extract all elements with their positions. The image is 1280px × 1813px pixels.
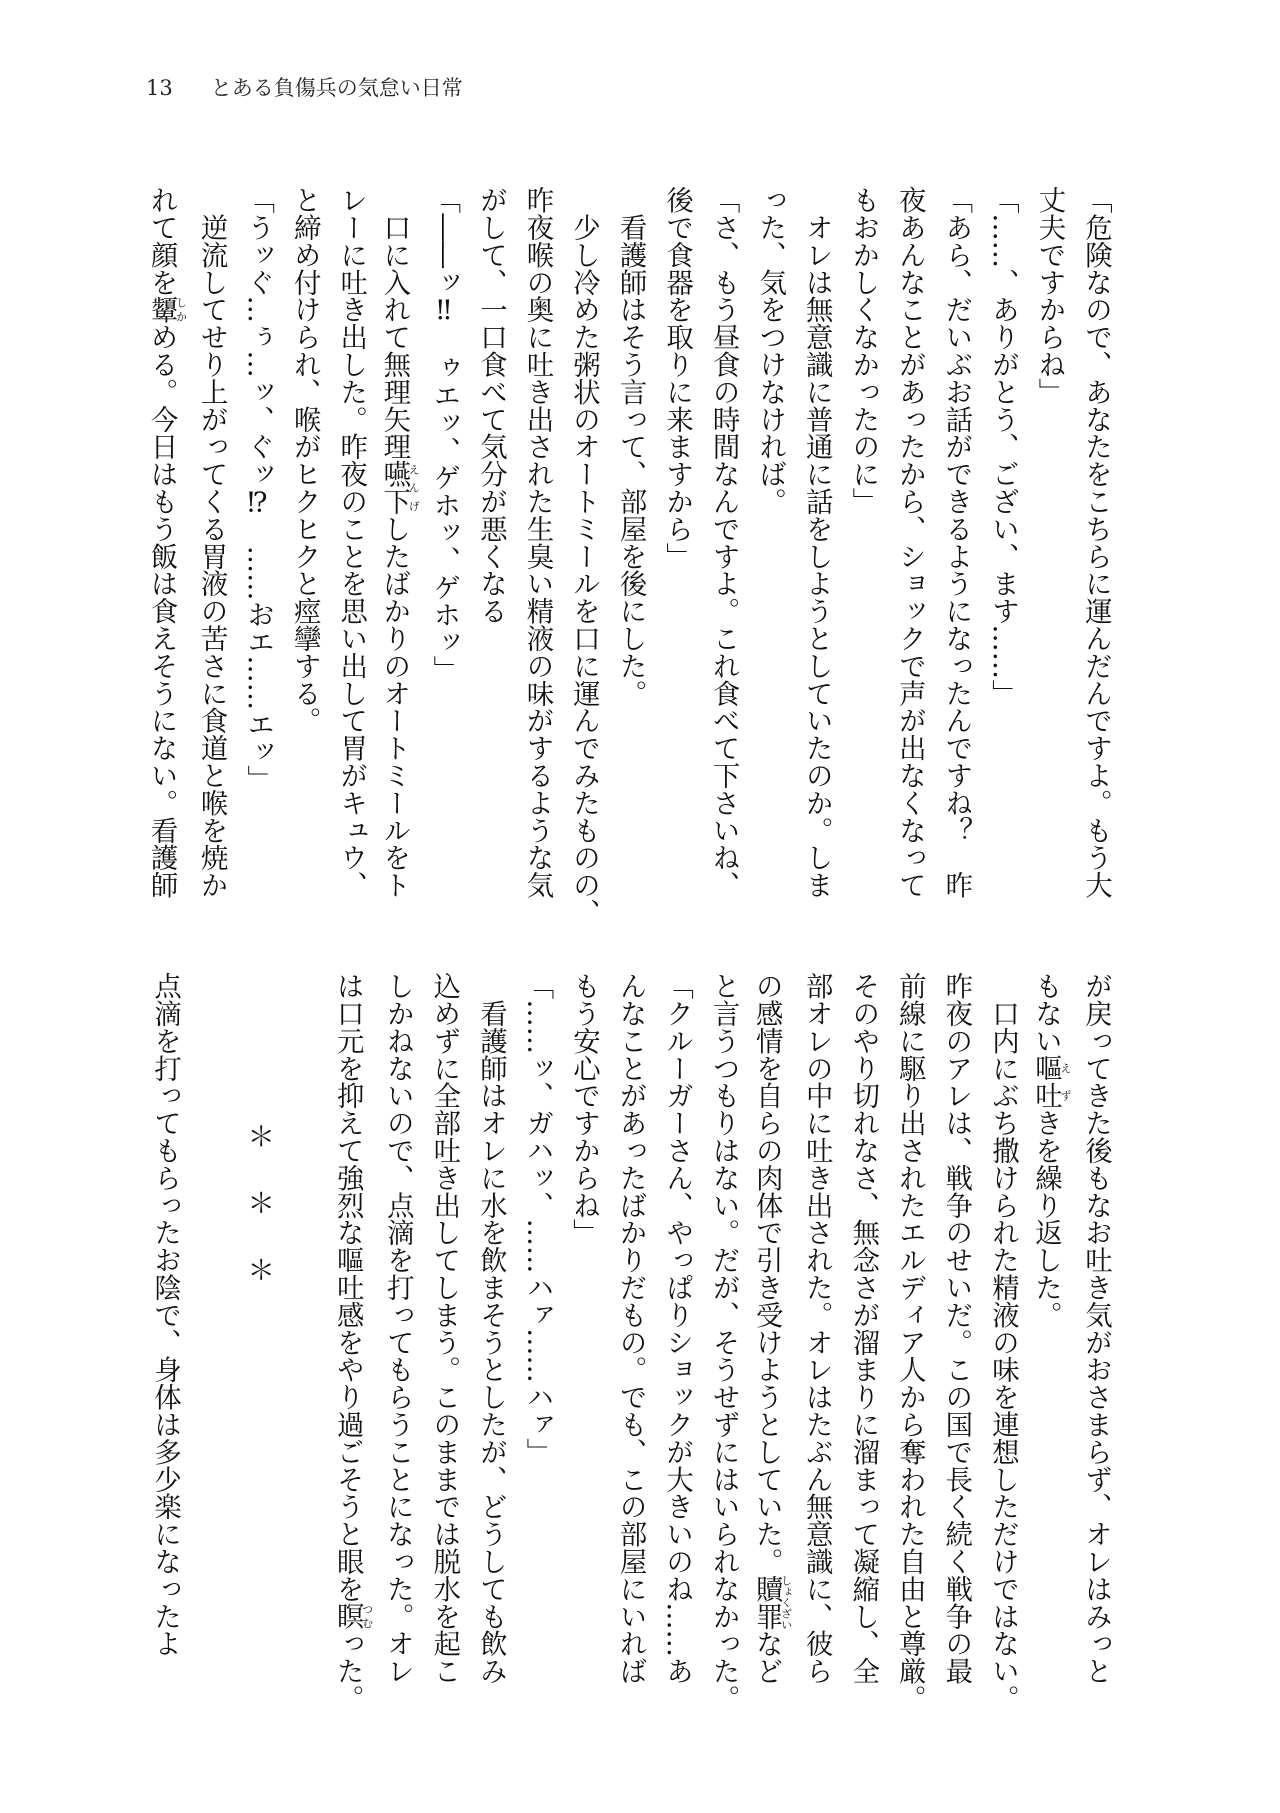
text-run: 「……、ありがとう、ござい、ます……」	[986, 186, 1018, 707]
text-line	[885, 972, 932, 1712]
text-run: 込めずに全部吐き出してしまう。このままでは脱水を起こ	[428, 972, 460, 1685]
text-line	[746, 972, 793, 1692]
text-run: 「うッぐ…ぅ…ッ、ぐッ⁉ ……おエ……エッ」	[242, 186, 274, 793]
text-run: など	[750, 1629, 782, 1685]
ruby-word	[750, 1574, 793, 1630]
text-line	[187, 972, 234, 1692]
text-run: が戻ってきた後もなお吐き気がおさまらず、オレはみっと	[1080, 972, 1111, 1685]
text-run: 逆流してせり上がってくる胃液の苦さに食道と喉を焼か	[195, 186, 227, 899]
text-line	[420, 972, 467, 1692]
text-line	[559, 972, 606, 1692]
text-line	[606, 186, 653, 906]
text-line	[373, 186, 420, 906]
ruby-reading: つむ	[360, 1602, 374, 1630]
text-run: もう安心ですからね」	[567, 972, 599, 1246]
text-line	[839, 186, 886, 906]
text-line	[932, 972, 979, 1692]
ruby-reading: しか	[174, 295, 188, 323]
ruby-word	[378, 460, 421, 515]
text-run: 少し冷めた粥状のオートミールを口に運んでみたものの、	[567, 186, 599, 926]
ruby-base: 顰	[145, 295, 177, 324]
text-run: れて顔を	[145, 186, 177, 296]
text-run: もおかしくなかったのに」	[847, 186, 879, 515]
ruby-reading: えんげ	[407, 460, 421, 515]
text-run: 口内にぶち撒けられた精液の味を連想しただけではない。	[986, 972, 1018, 1712]
text-run: 看護師はそう言って、部屋を後にした。	[614, 186, 646, 707]
ruby-reading: えず	[1058, 1054, 1072, 1110]
ruby-base: 贖罪	[750, 1574, 782, 1630]
text-line	[885, 186, 932, 906]
text-line	[466, 186, 513, 906]
text-line	[280, 972, 327, 1692]
text-line	[839, 972, 886, 1692]
text-run: 「さ、もう昼食の時間なんですよ。これ食べて下さいね、	[707, 186, 739, 899]
text-line	[513, 186, 560, 906]
text-line	[513, 972, 560, 1692]
text-line	[141, 972, 188, 1692]
text-line	[606, 972, 653, 1692]
text-line	[792, 972, 839, 1692]
text-block-upper	[140, 186, 1118, 926]
text-line	[1071, 186, 1118, 906]
ruby-word	[1029, 1054, 1072, 1110]
text-run: レーに吐き出した。昨夜のことを思い出して胃がキュウ、	[335, 186, 367, 899]
ruby-word	[331, 1602, 374, 1630]
text-line	[559, 186, 606, 926]
text-run: と締め付けられ、喉がヒクヒクと痙攣する。	[288, 186, 320, 734]
text-run: しかねないので、点滴を打ってもらうことになった。オレ	[381, 972, 413, 1685]
text-run: 「クルーガーさん、やっぱりショックが大きいのね……あ	[661, 972, 693, 1685]
text-line	[373, 972, 420, 1692]
text-line	[466, 972, 513, 1692]
text-run: 看護師はオレに水を飲まそうとしたが、どうしても飲み	[474, 972, 506, 1685]
book-title: とある負傷兵の気怠い日常	[210, 76, 463, 100]
text-line	[699, 972, 746, 1712]
text-run: める。今日はもう飯は食えそうにない。看護師	[145, 323, 177, 899]
text-run: った。	[331, 1629, 363, 1712]
ruby-word	[145, 295, 188, 324]
text-run: したばかりのオートミールをト	[378, 514, 410, 899]
text-line	[1025, 972, 1072, 1692]
scene-break	[234, 972, 281, 1692]
text-block-lower	[140, 972, 1118, 1712]
running-header	[146, 72, 463, 102]
text-run: 夜あんなことがあったから、ショックで声が出なくなって	[893, 186, 925, 899]
text-line	[1071, 972, 1118, 1692]
text-run: 「――ッ‼ ゥエッ、ゲホッ、ゲホッ」	[428, 186, 460, 683]
ruby-base: 瞑	[331, 1602, 363, 1630]
text-run: と言うつもりはない。だが、そうせずにはいられなかった。	[707, 972, 739, 1712]
text-line	[327, 186, 374, 906]
text-run: 昨夜喉の奥に吐き出された生臭い精液の味がするような気	[521, 186, 553, 899]
text-run: 後で食器を取りに来ますから」	[661, 186, 693, 570]
text-line	[280, 186, 327, 906]
ruby-base: 嚥下	[378, 460, 410, 515]
text-line	[1025, 186, 1072, 906]
text-run: 丈夫ですからね」	[1033, 186, 1065, 406]
text-line	[699, 186, 746, 906]
text-run: きを繰り返した。	[1029, 1109, 1061, 1329]
text-line	[746, 186, 793, 906]
text-run: そのやり切れなさ、無念さが溜まりに溜まって凝縮し、全	[847, 972, 879, 1685]
text-run: 「危険なので、あなたをこちらに運んだんですよ。もう大	[1080, 186, 1111, 899]
text-line	[653, 186, 700, 906]
text-run: 昨夜のアレは、戦争のせいだ。この国で長く続く戦争の最	[940, 972, 972, 1685]
text-run: 「……ッ、ガハッ、……ハァ……ハァ」	[521, 972, 553, 1466]
text-line	[978, 972, 1025, 1712]
text-run: オレは無意識に普通に話をしようとしていたのか。しま	[800, 186, 832, 899]
text-run: った、気をつけなければ。	[754, 186, 786, 515]
text-run: 「あら、だいぶお話ができるようになったんですね？ 昨	[940, 186, 972, 899]
text-run: がして、一口食べて気分が悪くなる	[474, 186, 506, 625]
text-run: の感情を自らの肉体で引き受けようとしていた。	[750, 972, 782, 1575]
text-line	[653, 972, 700, 1692]
text-run: んなことがあったばかりだもの。でも、この部屋にいれば	[614, 972, 646, 1685]
text-line	[932, 186, 979, 906]
text-line	[792, 186, 839, 906]
ruby-base: 嘔吐	[1029, 1054, 1061, 1110]
text-line	[978, 186, 1025, 906]
text-run: ＊ ＊ ＊	[242, 1122, 274, 1289]
text-run: 前線に駆り出されたエルディア人から奪われた自由と尊厳。	[893, 972, 925, 1712]
text-line	[327, 972, 374, 1712]
text-run: 点滴を打ってもらったお陰で、身体は多少楽になったよ	[149, 972, 181, 1657]
text-line	[141, 186, 188, 906]
text-line	[187, 186, 234, 906]
text-line	[234, 186, 281, 906]
ruby-reading: しょくざい	[779, 1574, 793, 1630]
text-run: もない	[1029, 972, 1061, 1055]
page-number: 13	[146, 76, 173, 100]
text-run: は口元を抑えて強烈な嘔吐感をやり過ごそうと眼を	[331, 972, 363, 1603]
text-run: 部オレの中に吐き出された。オレはたぶん無意識に、彼ら	[800, 972, 832, 1685]
text-line	[420, 186, 467, 906]
text-run: 口に入れて無理矢理	[378, 186, 410, 460]
